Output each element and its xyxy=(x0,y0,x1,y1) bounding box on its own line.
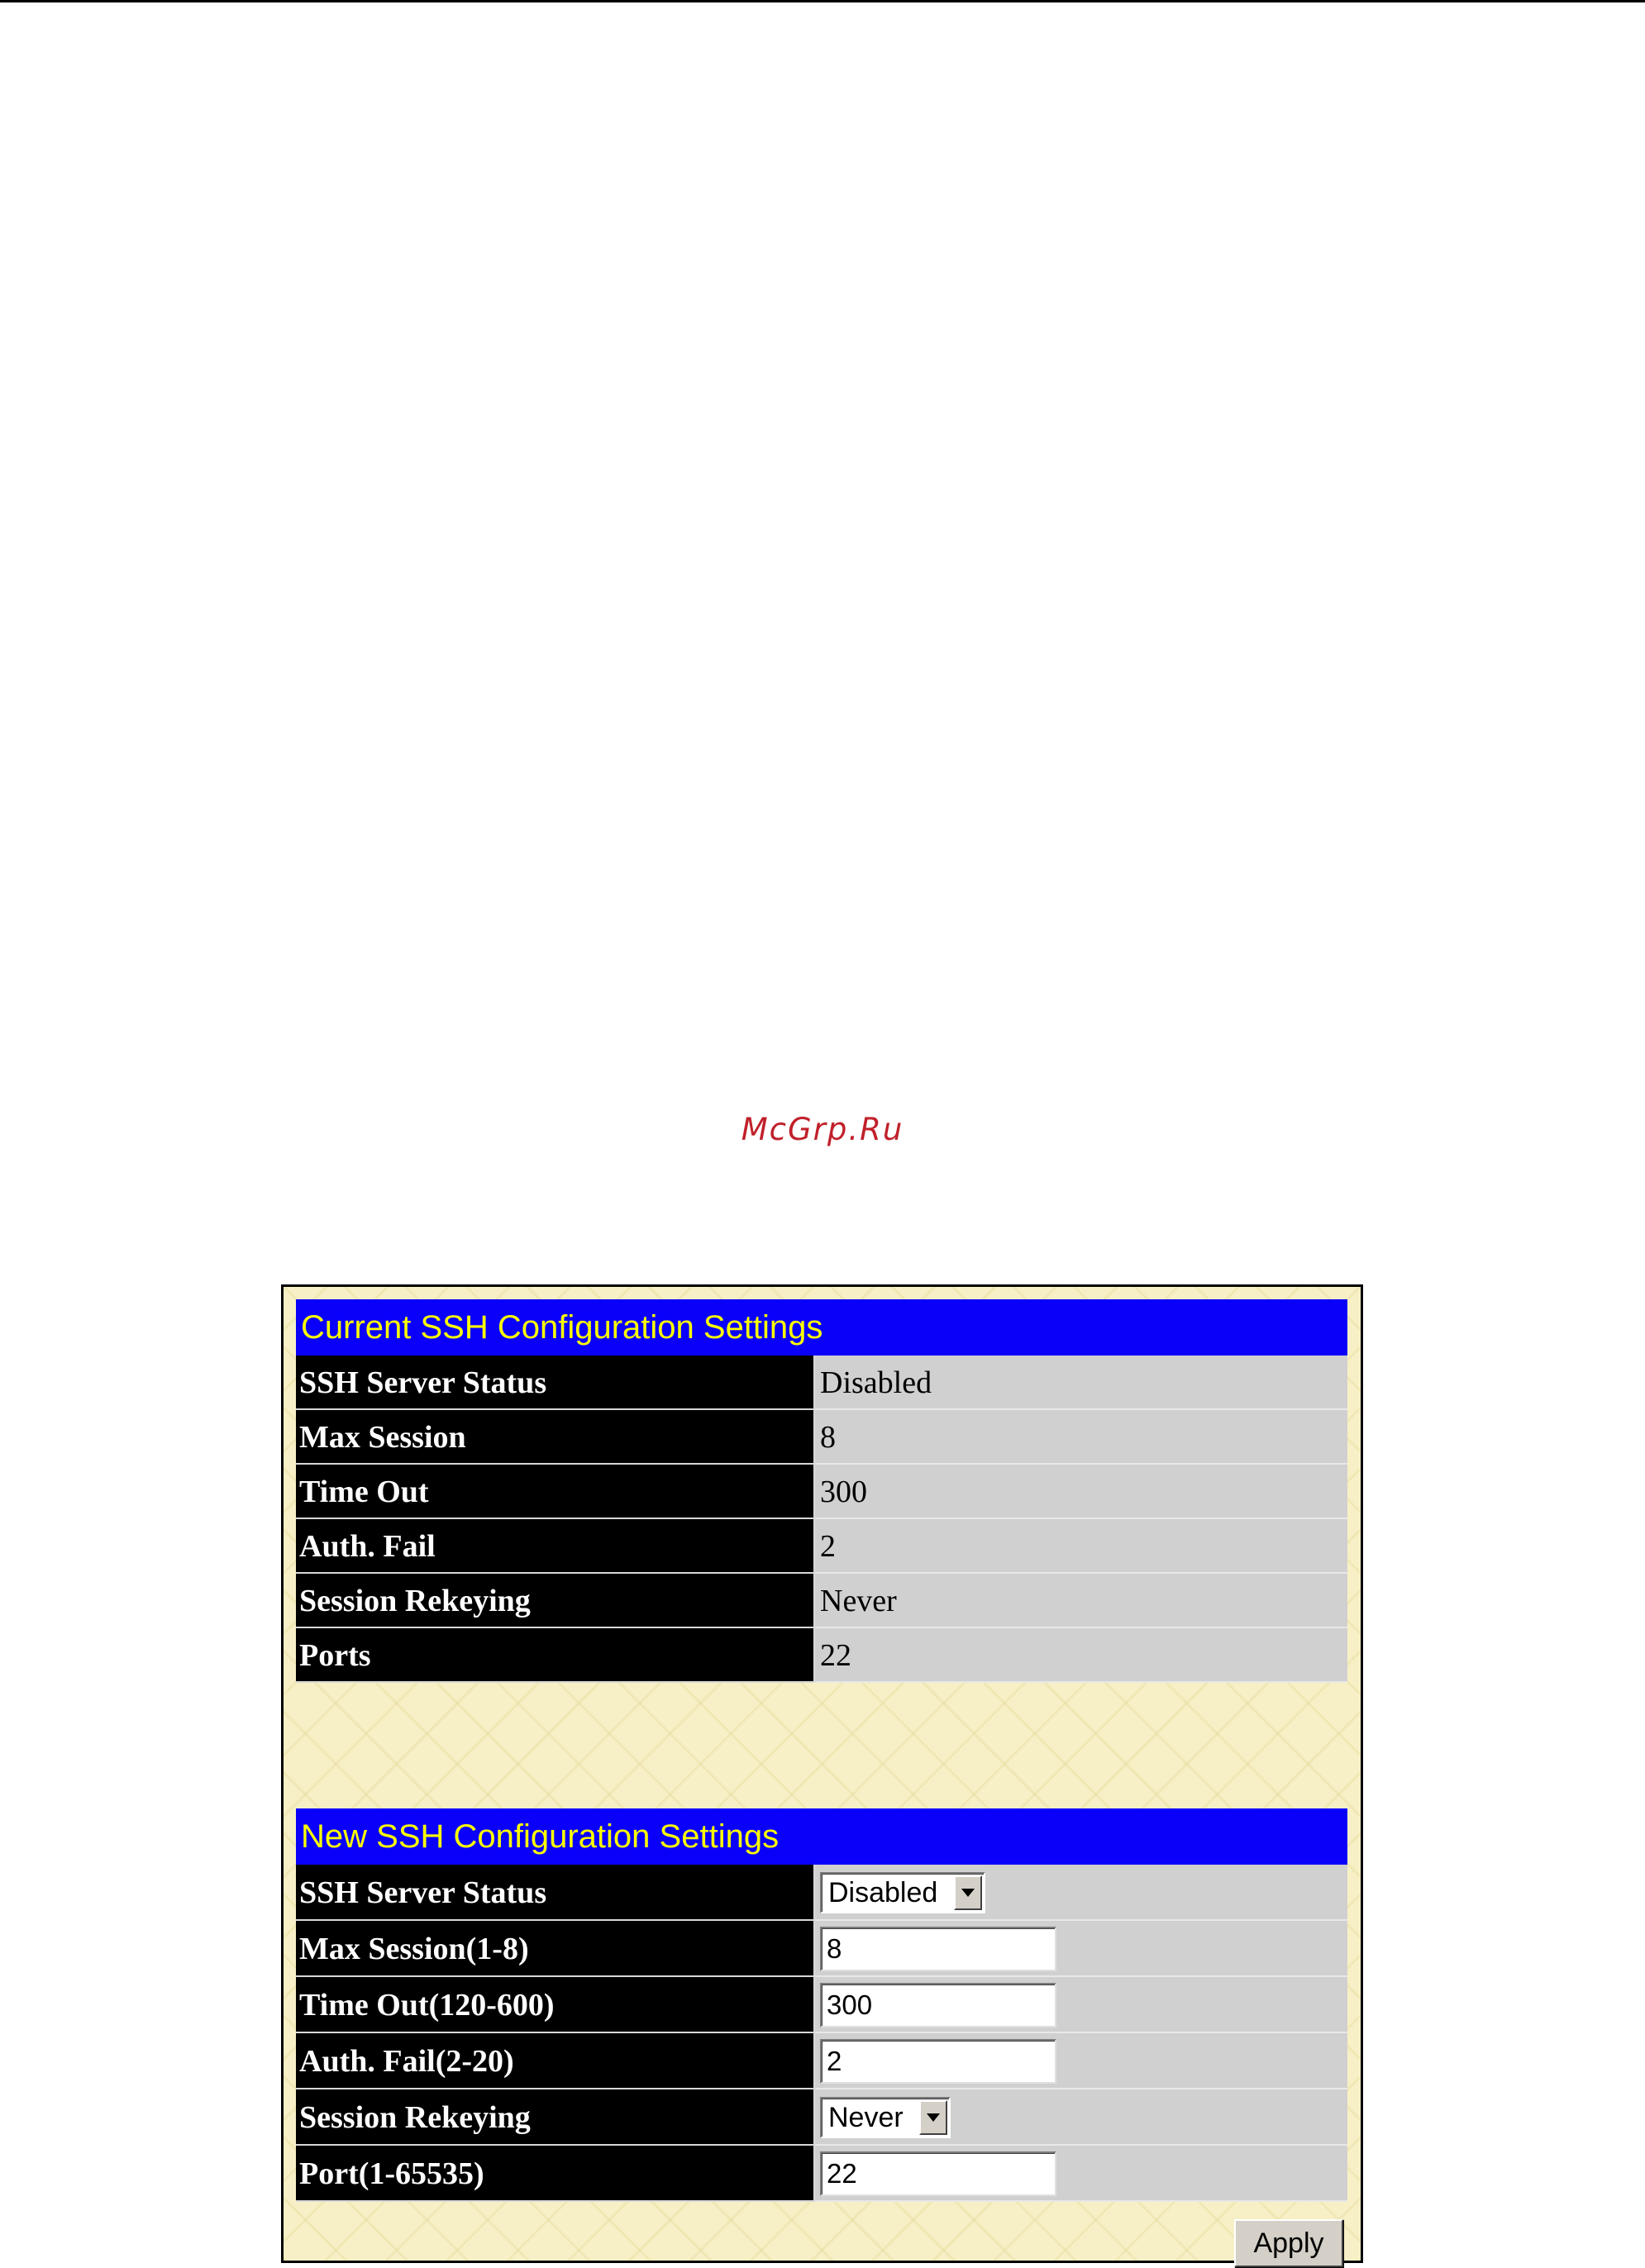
apply-button[interactable]: Apply xyxy=(1234,2219,1343,2267)
row-label: Max Session xyxy=(296,1410,815,1465)
session-rekeying-label: Session Rekeying xyxy=(296,2089,815,2146)
port-input[interactable] xyxy=(820,2151,1056,2196)
time-out-input[interactable] xyxy=(820,1983,1056,2027)
table-row xyxy=(296,1519,1347,1574)
max-session-label: Max Session(1-8) xyxy=(296,1921,815,1977)
row-value: Disabled xyxy=(815,1356,1347,1410)
row-label: Time Out xyxy=(296,1465,815,1519)
chevron-down-icon[interactable] xyxy=(954,1875,982,1910)
table-row xyxy=(296,1410,1347,1465)
port-cell xyxy=(815,2146,1347,2202)
current-settings-title: Current SSH Configuration Settings xyxy=(296,1299,1347,1356)
row-value: 8 xyxy=(815,1410,1347,1465)
top-rule xyxy=(0,0,1645,2)
watermark: McGrp.Ru xyxy=(741,1112,904,1147)
new-settings-form xyxy=(296,1808,1347,2202)
form-row-server-status xyxy=(296,1865,1347,1921)
auth-fail-label: Auth. Fail(2-20) xyxy=(296,2033,815,2089)
session-rekeying-cell xyxy=(815,2089,1347,2146)
max-session-cell xyxy=(815,1921,1347,1977)
row-label: Auth. Fail xyxy=(296,1519,815,1574)
form-row-max-session xyxy=(296,1921,1347,1977)
form-row-port xyxy=(296,2146,1347,2202)
form-row-time-out xyxy=(296,1977,1347,2033)
auth-fail-input[interactable] xyxy=(820,2039,1056,2084)
server-status-select[interactable] xyxy=(820,1872,985,1913)
row-label: SSH Server Status xyxy=(296,1356,815,1410)
server-status-label: SSH Server Status xyxy=(296,1865,815,1921)
port-label: Port(1-65535) xyxy=(296,2146,815,2202)
table-row xyxy=(296,1574,1347,1628)
session-rekeying-select[interactable] xyxy=(820,2097,951,2138)
new-settings-title: New SSH Configuration Settings xyxy=(296,1808,1347,1865)
row-value: 300 xyxy=(815,1465,1347,1519)
table-row xyxy=(296,1628,1347,1683)
time-out-label: Time Out(120-600) xyxy=(296,1977,815,2033)
row-label: Session Rekeying xyxy=(296,1574,815,1628)
session-rekeying-selected: Never xyxy=(828,2102,904,2133)
chevron-down-icon[interactable] xyxy=(919,2100,947,2135)
server-status-selected: Disabled xyxy=(828,1877,938,1908)
current-settings-table xyxy=(296,1299,1347,1683)
table-row xyxy=(296,1356,1347,1410)
max-session-input[interactable] xyxy=(820,1927,1056,1971)
ssh-config-panel xyxy=(281,1284,1363,2263)
form-row-auth-fail xyxy=(296,2033,1347,2089)
form-row-session-rekeying xyxy=(296,2089,1347,2146)
time-out-cell xyxy=(815,1977,1347,2033)
row-value: 2 xyxy=(815,1519,1347,1574)
row-label: Ports xyxy=(296,1628,815,1683)
row-value: Never xyxy=(815,1574,1347,1628)
row-value: 22 xyxy=(815,1628,1347,1683)
server-status-cell xyxy=(815,1865,1347,1921)
auth-fail-cell xyxy=(815,2033,1347,2089)
table-row xyxy=(296,1465,1347,1519)
